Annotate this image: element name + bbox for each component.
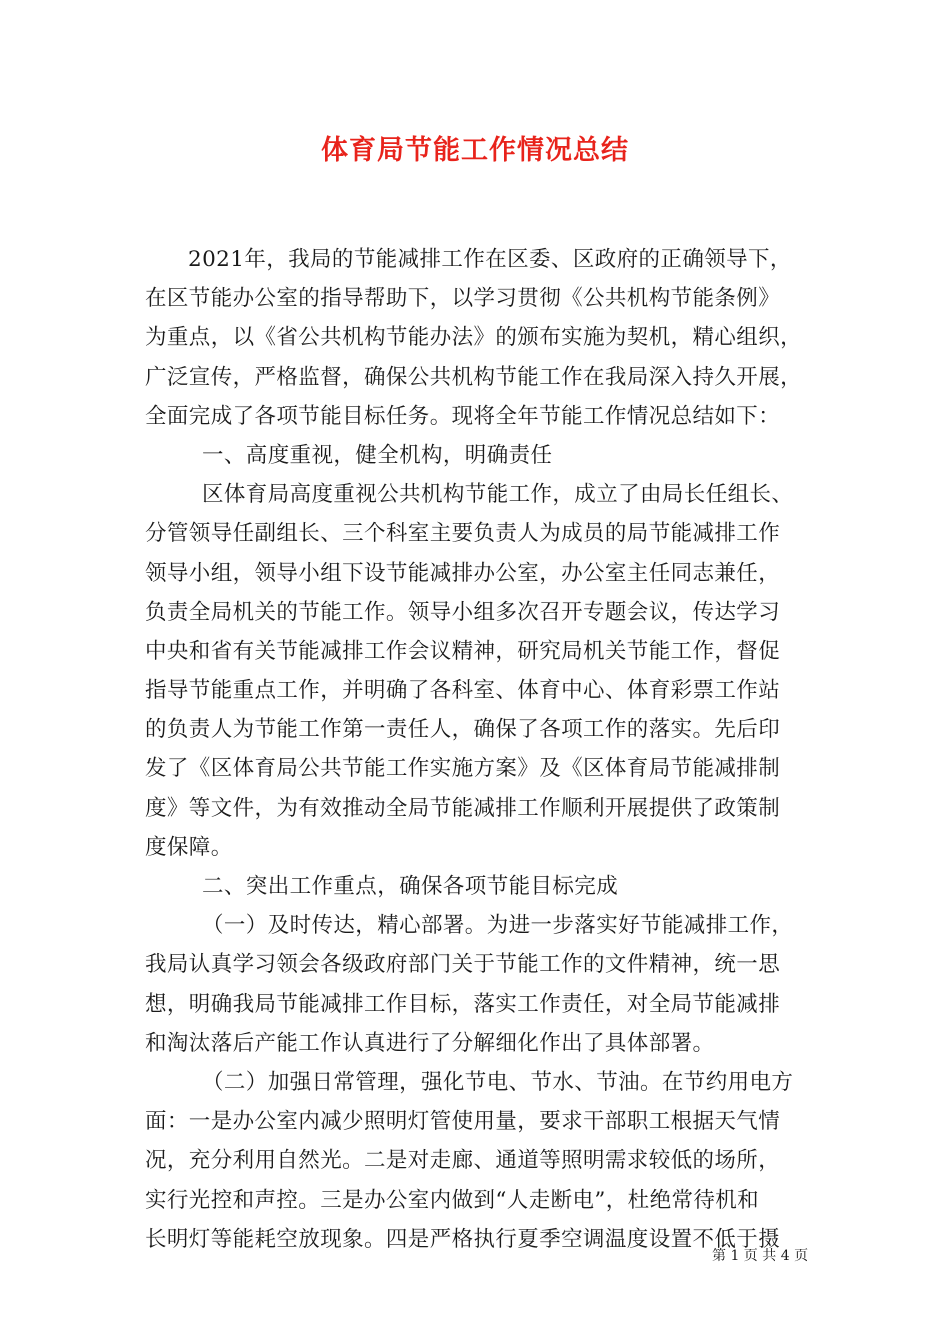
- text-line: 发了《区体育局公共节能工作实施方案》及《区体育局节能减排制: [145, 756, 781, 782]
- text-line: 实行光控和声控。三是办公室内做到“人走断电”，杜绝常待机和: [145, 1187, 760, 1213]
- text-line: 2021年，我局的节能减排工作在区委、区政府的正确领导下，: [188, 247, 792, 272]
- text-line: 为重点，以《省公共机构节能办法》的颁布实施为契机，精心组织，: [145, 325, 803, 351]
- text-line: 全面完成了各项节能目标任务。现将全年节能工作情况总结如下：: [145, 403, 781, 429]
- text-line: 中央和省有关节能减排工作会议精神，研究局机关节能工作，督促: [145, 638, 781, 664]
- text-line: （二）加强日常管理，强化节电、节水、节油。在节约用电方: [202, 1069, 794, 1095]
- text-line: 负责全局机关的节能工作。领导小组多次召开专题会议，传达学习: [145, 599, 781, 625]
- document-body: [145, 240, 825, 1259]
- text-line: 我局认真学习领会各级政府部门关于节能工作的文件精神，统一思: [145, 952, 781, 978]
- text-line: 想，明确我局节能减排工作目标，落实工作责任，对全局节能减排: [145, 991, 781, 1017]
- text-line: 广泛宣传，严格监督，确保公共机构节能工作在我局深入持久开展，: [145, 364, 803, 390]
- text-line: 和淘汰落后产能工作认真进行了分解细化作出了具体部署。: [145, 1030, 715, 1056]
- text-line: 领导小组，领导小组下设节能减排办公室，办公室主任同志兼任，: [145, 560, 781, 586]
- text-line: 指导节能重点工作，并明确了各科室、体育中心、体育彩票工作站: [145, 678, 781, 704]
- text-line: 面：一是办公室内减少照明灯管使用量，要求干部职工根据天气情: [145, 1109, 781, 1135]
- text-line: 区体育局高度重视公共机构节能工作，成立了由局长任组长、: [202, 482, 794, 508]
- text-line: 度保障。: [145, 834, 233, 860]
- text-line: 度》等文件，为有效推动全局节能减排工作顺利开展提供了政策制: [145, 795, 781, 821]
- text-line: （一）及时传达，精心部署。为进一步落实好节能减排工作，: [202, 913, 794, 939]
- text-line: 在区节能办公室的指导帮助下，以学习贯彻《公共机构节能条例》: [145, 286, 781, 312]
- page-number: 第 1 页 共 4 页: [712, 1248, 809, 1264]
- section-heading: 二、突出工作重点，确保各项节能目标完成: [202, 874, 619, 899]
- text-line: 的负责人为节能工作第一责任人，确保了各项工作的落实。先后印: [145, 717, 781, 743]
- text-line: 况，充分利用自然光。二是对走廊、通道等照明需求较低的场所，: [145, 1148, 781, 1174]
- section-heading: 一、高度重视，健全机构，明确责任: [202, 442, 553, 468]
- text-line: 长明灯等能耗空放现象。四是严格执行夏季空调温度设置不低于摄: [145, 1226, 781, 1252]
- text-line: 分管领导任副组长、三个科室主要负责人为成员的局节能减排工作: [145, 521, 781, 547]
- document-title: 体育局节能工作情况总结: [321, 135, 629, 166]
